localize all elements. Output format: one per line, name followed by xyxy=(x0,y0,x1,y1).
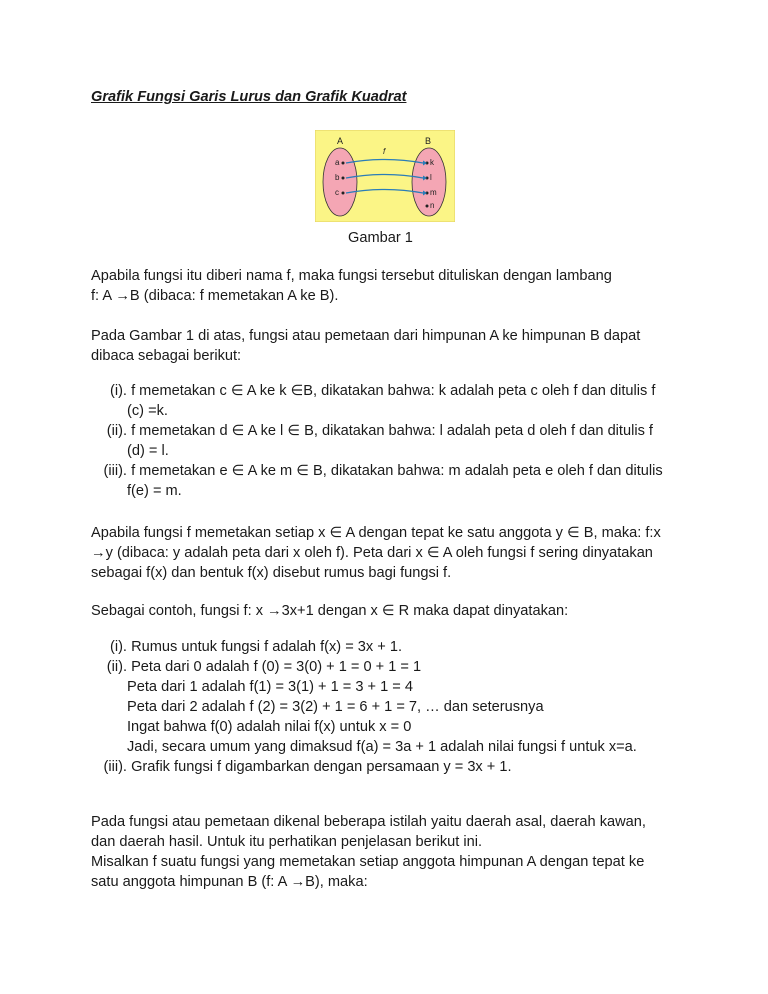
list-item-continuation: f(e) = m. xyxy=(127,483,182,499)
list-item-text: f memetakan e ∈ A ke m ∈ B, dikatakan bahwa: m adalah peta e oleh f dan ditulis xyxy=(131,463,663,479)
figure-caption: Gambar 1 xyxy=(348,230,413,246)
list-item-number: (iii). xyxy=(103,759,127,775)
domain-dot xyxy=(342,192,345,195)
list-item-text: f memetakan d ∈ A ke l ∈ B, dikatakan bahwa: l adalah peta d oleh f dan ditulis f xyxy=(131,423,653,439)
domain-element: b xyxy=(335,173,340,182)
list-item-text: Rumus untuk fungsi f adalah f(x) = 3x + 1. xyxy=(131,639,403,655)
codomain-dot xyxy=(426,205,429,208)
codomain-element: n xyxy=(430,201,435,210)
paragraph-2-line-2: →y (dibaca: y adalah peta dari x oleh f). Peta dari x ∈ A oleh fungsi f sering dinyatakan xyxy=(91,545,653,561)
list-item-continuation: (d) = l. xyxy=(127,443,169,459)
list-item-text: Grafik fungsi f digambarkan dengan persamaan y = 3x + 1. xyxy=(131,759,512,775)
list-item-continuation: Peta dari 2 adalah f (2) = 3(2) + 1 = 6 + 1 = 7, … dan seterusnya xyxy=(127,699,544,715)
codomain-element: m xyxy=(430,188,437,197)
paragraph-3-line-2: dan daerah hasil. Untuk itu perhatikan penjelasan berikut ini. xyxy=(91,834,483,850)
domain-dot xyxy=(342,177,345,180)
list-item-number: (ii). xyxy=(106,659,127,675)
paragraph-3-line-4: satu anggota himpunan B (f: A →B), maka: xyxy=(91,874,368,890)
example-line: Sebagai contoh, fungsi f: x →3x+1 dengan x ∈ R maka dapat dinyatakan: xyxy=(91,603,569,619)
set-a-label: A xyxy=(337,136,344,146)
list-item-number: (ii). xyxy=(106,423,127,439)
set-a-ellipse xyxy=(323,148,357,216)
list-item-continuation: Peta dari 1 adalah f(1) = 3(1) + 1 = 3 + 1 = 4 xyxy=(127,679,413,695)
list-item-continuation: (c) =k. xyxy=(127,403,168,419)
list-item xyxy=(91,637,402,657)
domain-dot xyxy=(342,162,345,165)
domain-element: a xyxy=(335,158,340,167)
set-b-label: B xyxy=(425,136,432,146)
set-b-ellipse xyxy=(412,148,446,216)
document-title: Grafik Fungsi Garis Lurus dan Grafik Kuadrat xyxy=(91,89,407,105)
codomain-element: k xyxy=(430,158,434,167)
list-item-number: (i). xyxy=(109,383,127,399)
paragraph-2-line-3: sebagai f(x) dan bentuk f(x) disebut rumus bagi fungsi f. xyxy=(91,565,452,581)
intro-line-1: Apabila fungsi itu diberi nama f, maka fungsi tersebut dituliskan dengan lambang xyxy=(91,268,612,284)
paragraph-1-line-2: dibaca sebagai berikut: xyxy=(91,348,242,364)
list-item-text: Peta dari 0 adalah f (0) = 3(0) + 1 = 0 + 1 = 1 xyxy=(131,659,422,675)
list-item-continuation: Ingat bahwa f(0) adalah nilai f(x) untuk x = 0 xyxy=(127,719,412,735)
list-item-text: f memetakan c ∈ A ke k ∈B, dikatakan bahwa: k adalah peta c oleh f dan ditulis f xyxy=(131,383,656,399)
list-item xyxy=(91,421,653,441)
intro-line-2: f: A →B (dibaca: f memetakan A ke B). xyxy=(91,288,339,304)
list-item xyxy=(91,657,421,677)
list-item-number: (i). xyxy=(109,639,127,655)
function-label: f xyxy=(383,147,386,156)
list-item-number: (iii). xyxy=(103,463,127,479)
paragraph-3-line-3: Misalkan f suatu fungsi yang memetakan setiap anggota himpunan A dengan tepat ke xyxy=(91,854,645,870)
paragraph-2-line-1: Apabila fungsi f memetakan setiap x ∈ A dengan tepat ke satu anggota y ∈ B, maka: f:x xyxy=(91,525,661,541)
list-item-continuation: Jadi, secara umum yang dimaksud f(a) = 3a + 1 adalah nilai fungsi f untuk x=a. xyxy=(127,739,637,755)
list-item xyxy=(91,381,655,401)
list-item xyxy=(91,461,663,481)
list-item xyxy=(91,757,512,777)
paragraph-3-line-1: Pada fungsi atau pemetaan dikenal beberapa istilah yaitu daerah asal, daerah kawan, xyxy=(91,814,646,830)
domain-element: c xyxy=(335,188,339,197)
paragraph-1-line-1: Pada Gambar 1 di atas, fungsi atau pemetaan dari himpunan A ke himpunan B dapat xyxy=(91,328,641,344)
mapping-diagram xyxy=(315,130,455,222)
codomain-element: l xyxy=(430,173,432,182)
